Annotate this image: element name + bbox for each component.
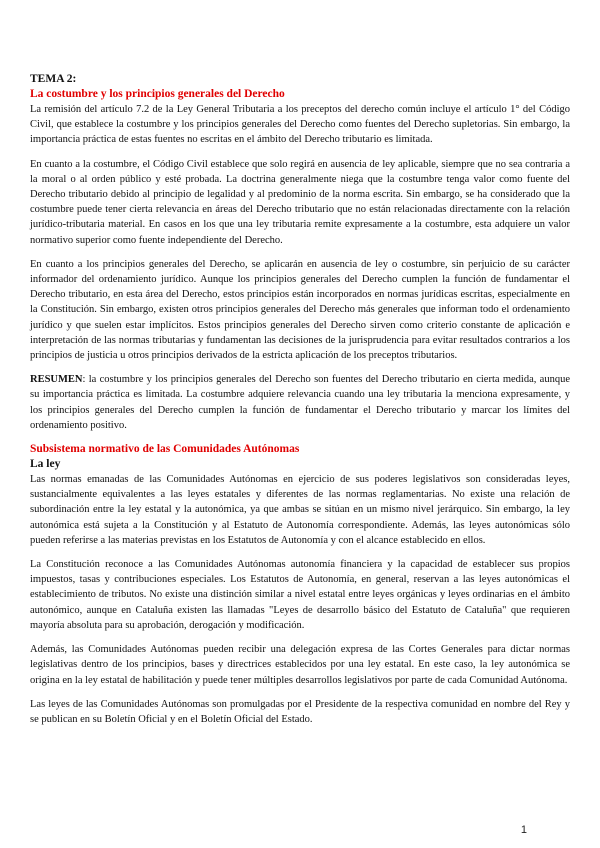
section-title-custom-principles: La costumbre y los principios generales del Derecho <box>30 88 285 100</box>
paragraph-4: Las normas emanadas de las Comunidades Autónomas en ejercicio de sus poderes legislativos son consideradas leyes, sustancialmente equivalentes a las leyes estatales y diferentes de las normas reglamentarias. No existe una relación de subordinación entre la ley estatal y la autonómica, ya que ambas se sitúan en un mismo nivel jerárquico. Sin embargo, la ley autonómica está sujeta a la Constitución y al Estatuto de Autonomía correspondiente. Además, las leyes autonómicas sólo pueden referirse a las materias previstas en los Estatutos de Autonomía y con el alcance establecido en ellos. <box>30 474 570 546</box>
page-number: 1 <box>520 824 527 836</box>
paragraph-2: En cuanto a la costumbre, el Código Civil establece que solo regirá en ausencia de ley aplicable, siempre que no sea contraria a la moral o al orden público y esté probada. La doctrina generalmente niega que la costumbre tenga valor como fuente del Derecho tributario debido al principio de legalidad y al predominio de la norma escrita. Sin embargo, se ha considerado que la costumbre puede tener cierta relevancia en áreas del Derecho tributario que no están relacionadas directamente con la relación jurídico-tributaria material. En casos en los que una ley tributaria remite expresamente a la costumbre, esta adquiere un valor normativo superior como fuente independiente del Derecho. <box>30 158 570 246</box>
section-title-autonomous-communities: Subsistema normativo de las Comunidades Autónomas <box>30 443 300 456</box>
topic-label: TEMA 2: <box>30 73 77 85</box>
subsection-title-law: La ley <box>30 458 61 471</box>
paragraph-5: La Constitución reconoce a las Comunidades Autónomas autonomía financiera y la capacidad de establecer sus propios impuestos, tasas y contribuciones especiales. Los Estatutos de Autonomía, en general, reservan a las leyes autonómicas el establecimiento de tributos. No existe una distinción similar a nivel estatal entre leyes orgánicas y leyes ordinarias en el ámbito autonómico, aunque en Cataluña existen las llamadas "Leyes de desarrollo básico del Estatuto de Cataluña" que requieren mayoría absoluta para su aprobación, derogación y modificación. <box>30 559 570 631</box>
paragraph-7: Las leyes de las Comunidades Autónomas son promulgadas por el Presidente de la respectiva comunidad en nombre del Rey y se publican en su Boletín Oficial y en el Boletín Oficial del Estado. <box>30 698 570 725</box>
summary-label: RESUMEN <box>30 374 83 386</box>
summary-paragraph <box>30 372 570 433</box>
paragraph-6: Además, las Comunidades Autónomas pueden recibir una delegación expresa de las Cortes Generales para dictar normas legislativas dentro de los principios, bases y directrices establecidos por una ley estatal. En este caso, la ley autonómica se origina en la ley estatal de habilitación y puede tener múltiples desarrollos legislativos por parte de cada Comunidad Autónoma. <box>30 644 570 686</box>
document-page <box>30 72 570 736</box>
paragraph-1: La remisión del artículo 7.2 de la Ley General Tributaria a los preceptos del derecho común incluye el artículo 1° del Código Civil, que establece la costumbre y los principios generales del Derecho como fuentes del Derecho supletorias. Sin embargo, la importancia práctica de estas fuentes no escritas en el ámbito del Derecho tributario es limitada. <box>30 104 570 146</box>
paragraph-3: En cuanto a los principios generales del Derecho, se aplicarán en ausencia de ley o costumbre, sin perjuicio de su carácter informador del ordenamiento jurídico. Aunque los principios generales del Derecho cumplen la función de fundamentar el Derecho tributario, en esta área del Derecho, estos principios están incorporados en normas jurídicas escritas, especialmente en la Constitución. Sin embargo, existen otros principios generales del Derecho más generales que informan todo el ordenamiento jurídico y que suelen estar implícitos. Estos principios generales del Derecho sirven como criterio constante de aplicación e interpretación de las normas tributarias y fundamentan las decisiones de la jurisprudencia para evitar resultados contrarios a los principios de justicia u otros principios derivados de la estricta aplicación de los preceptos tributarios. <box>30 258 570 362</box>
summary-text: : la costumbre y los principios generales del Derecho son fuentes del Derecho tributario en cierta medida, aunque su importancia práctica es limitada. La costumbre adquiere relevancia cuando una ley tributaria la menciona expresamente, y los principios generales del Derecho cumplen la función de fundamentar el Derecho tributario y marcar los límites del ordenamiento positivo. <box>30 374 570 431</box>
